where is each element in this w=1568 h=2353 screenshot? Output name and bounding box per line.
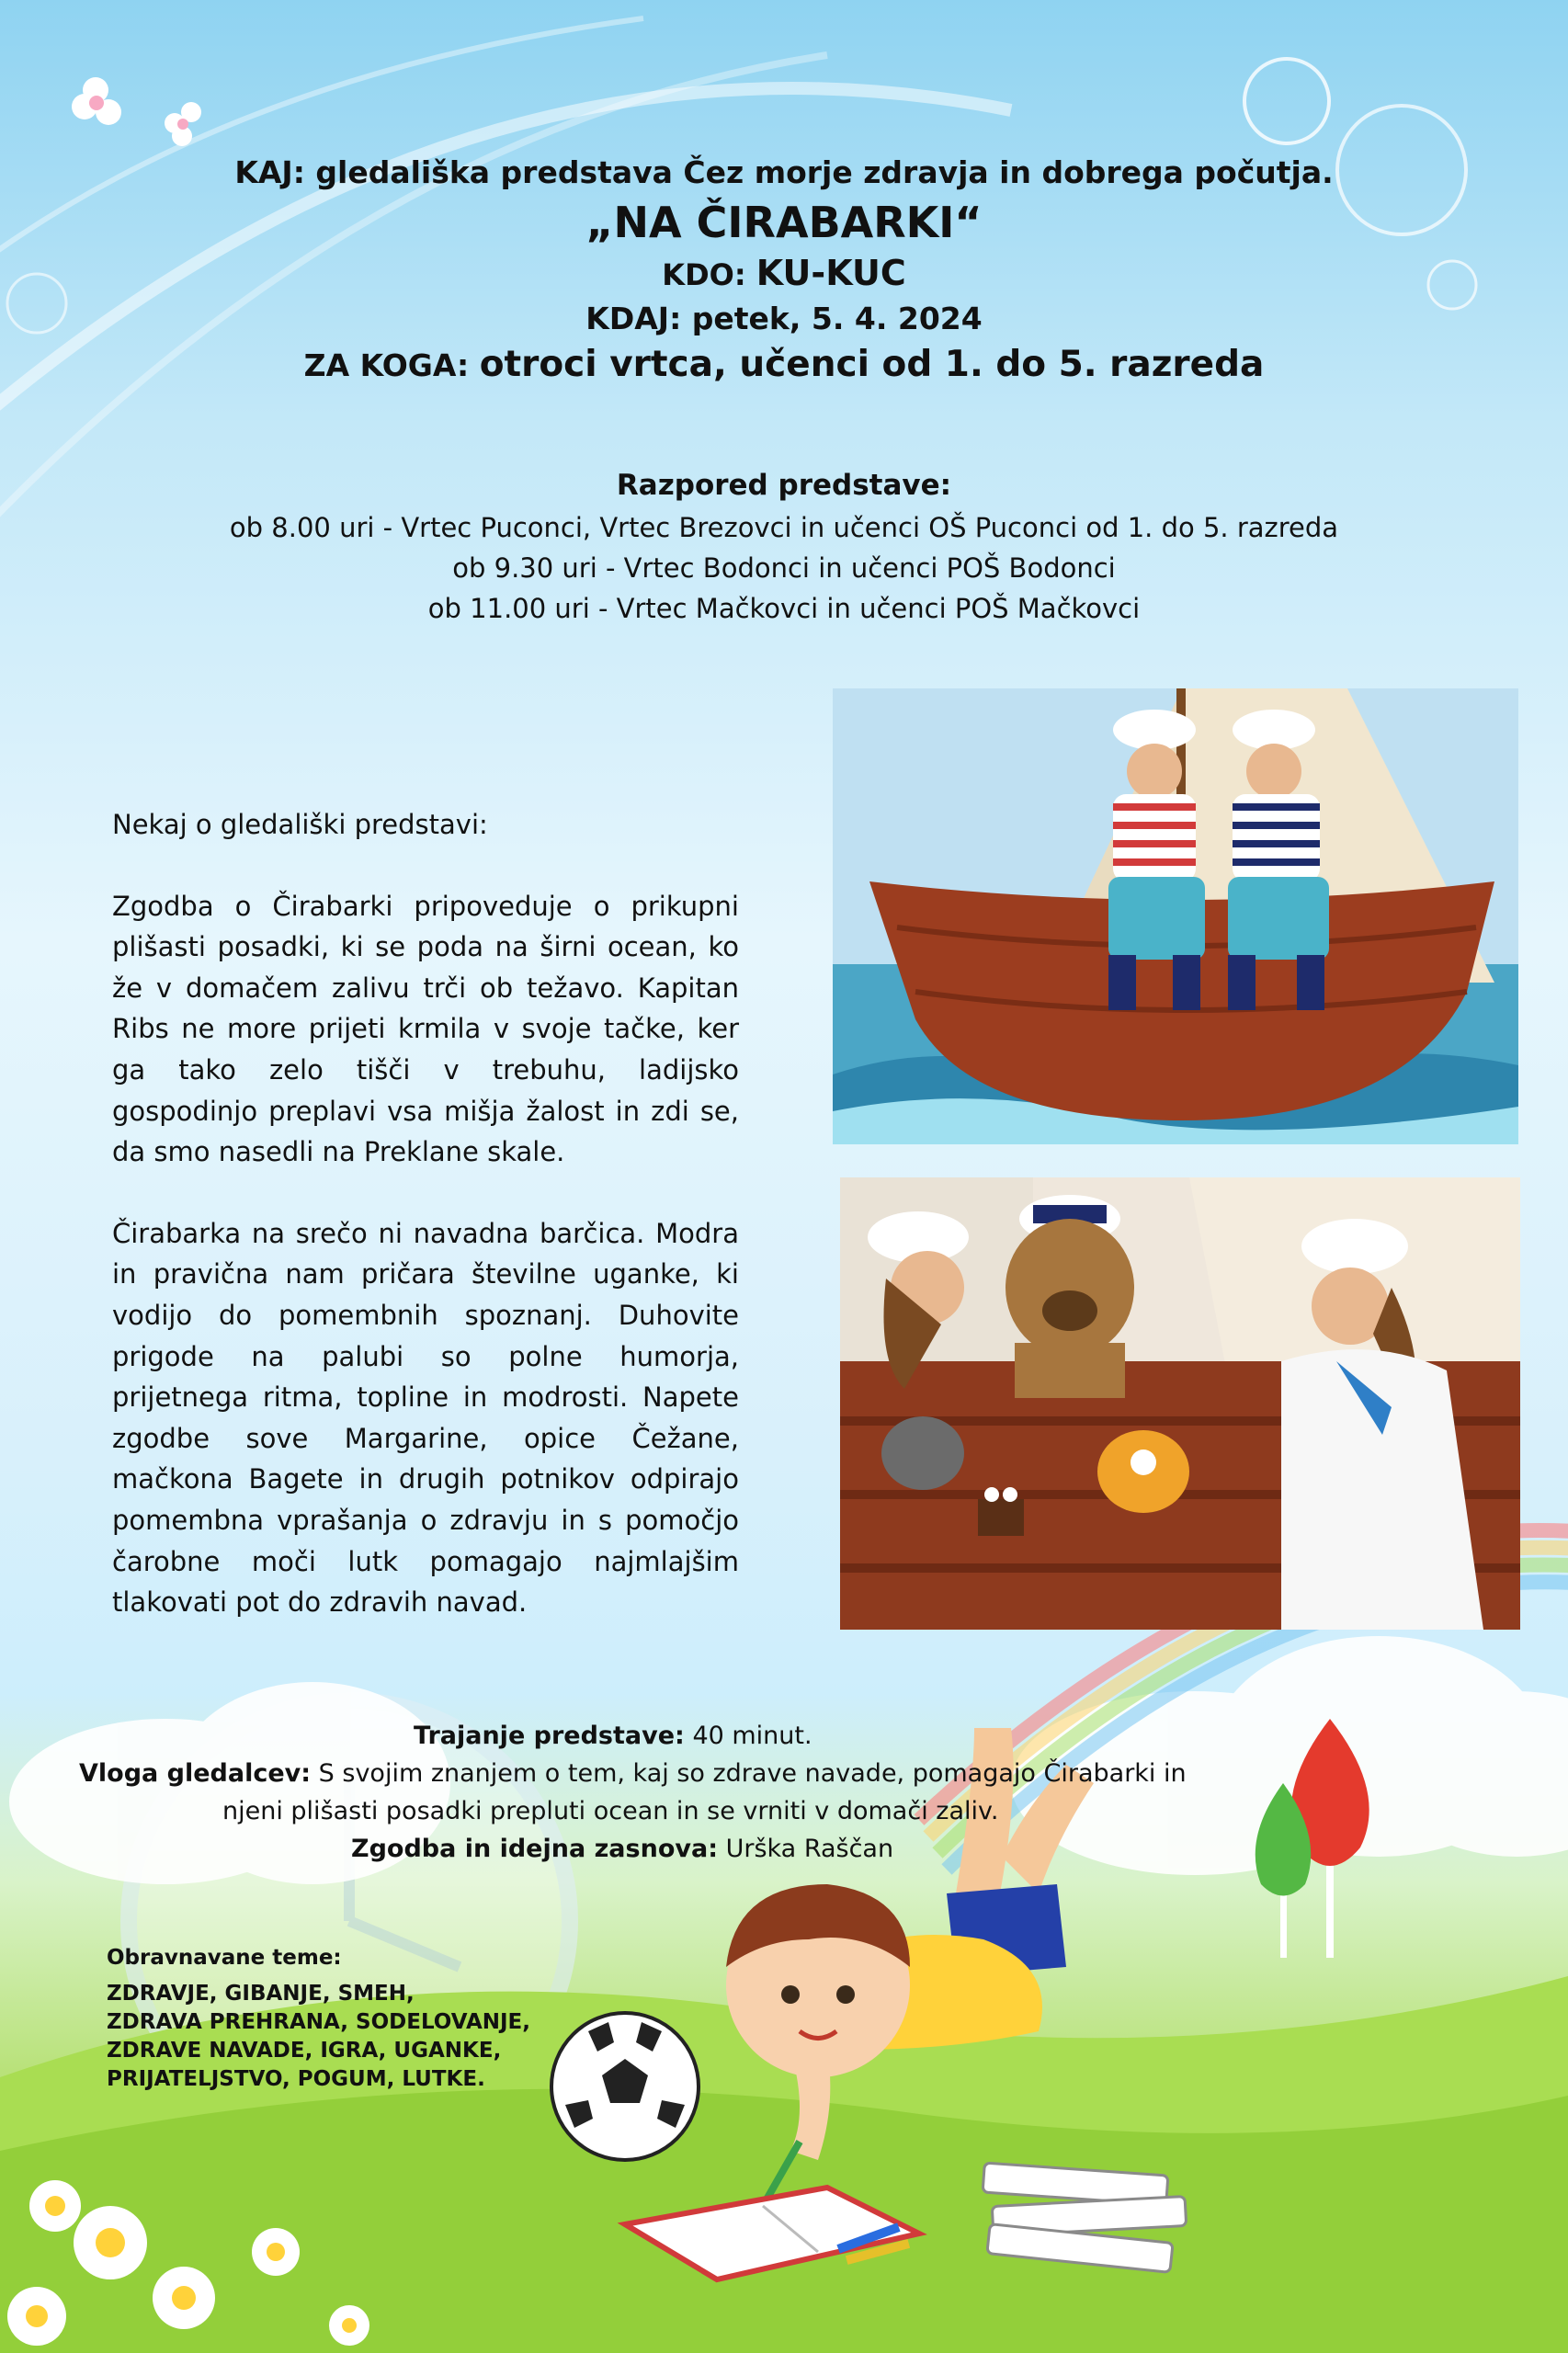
event-title: „NA ČIRABARKI“ <box>585 198 983 247</box>
football-icon <box>551 2013 699 2160</box>
about-paragraph: Zgodba o Čirabarki pripoveduje o prikupni plišasti posadki, ki se poda na širni ocean, ko že v domačem zalivu trči ob težavo. Kapitan Ribs ne more prijeti krmila v svoje tačke, ker ga tako zelo tišči v trebuhu, ladijsko gospodinjo preplavi vsa mišja žalost in zdi se, da smo nasedli na Preklane skale. <box>112 890 739 1168</box>
duration-line <box>414 1717 812 1755</box>
topics-line: ZDRAVJE, GIBANJE, SMEH, <box>107 1982 415 2006</box>
topics-line: ZDRAVA PREHRANA, SODELOVANJE, <box>107 2010 531 2034</box>
audience-value: otroci vrtca, učenci od 1. do 5. razreda <box>479 344 1265 385</box>
author-value: Urška Raščan <box>725 1835 894 1863</box>
about-heading: Nekaj o gledališki predstavi: <box>112 809 488 840</box>
author-label: Zgodba in idejna zasnova: <box>351 1835 718 1863</box>
schedule <box>0 469 1568 629</box>
photo-puppets <box>840 1177 1520 1630</box>
event-who <box>0 253 1568 293</box>
topics-section <box>107 1944 530 2094</box>
role-line <box>79 1755 1187 1792</box>
books-stack <box>983 2163 1187 2272</box>
schedule-row: ob 9.30 uri - Vrtec Bodonci in učenci POŠ Bodonci <box>452 552 1116 584</box>
flower-icon <box>72 77 201 146</box>
schedule-row: ob 11.00 uri - Vrtec Mačkovci in učenci POŠ Mačkovci <box>427 593 1141 624</box>
role-value: S svojim znanjem o tem, kaj so zdrave navade, pomagajo Čirabarki in <box>318 1759 1187 1788</box>
photo-boat-sailors <box>833 688 1518 1144</box>
role-label: Vloga gledalcev: <box>79 1759 312 1788</box>
event-when: KDAJ: petek, 5. 4. 2024 <box>585 301 983 336</box>
about-paragraph: Čirabarka na srečo ni navadna barčica. Modra in pravična nam pričara številne uganke, ki vodijo do pomembnih spoznanj. Duhovite prigode na palubi so polne humorja, prijetnega ritma, topline in modrosti. Napete zgodbe sove Margarine, opice Čežane, mačkona Bagete in drugih potnikov odpirajo pomembna vprašanja o zdravju in s pomočjo čarobne moči lutk pomagajo najmlajšim tlakovati pot do zdravih navad. <box>112 1217 739 1619</box>
topics-line: ZDRAVE NAVADE, IGRA, UGANKE, <box>107 2039 502 2063</box>
event-what: KAJ: gledališka predstava Čez morje zdravja in dobrega počutja. <box>234 154 1334 190</box>
who-label: KDO: <box>662 257 746 292</box>
header <box>0 154 1568 385</box>
who-value: KU-KUC <box>756 253 906 293</box>
schedule-heading: Razpored predstave: <box>616 469 952 502</box>
event-audience <box>0 344 1568 385</box>
duration-value: 40 minut. <box>692 1722 812 1750</box>
role-line-continued: njeni plišasti posadki prepluti ocean in se vrniti v domači zaliv. <box>222 1797 999 1825</box>
duration-label: Trajanje predstave: <box>414 1722 685 1750</box>
bubble <box>1244 59 1329 143</box>
topics-heading: Obravnavane teme: <box>107 1946 342 1970</box>
author-line <box>351 1830 893 1868</box>
topics-line: PRIJATELJSTVO, POGUM, LUTKE. <box>107 2067 485 2091</box>
about-section <box>112 804 739 1623</box>
schedule-row: ob 8.00 uri - Vrtec Puconci, Vrtec Brezovci in učenci OŠ Puconci od 1. do 5. razreda <box>229 512 1339 543</box>
audience-label: ZA KOGA: <box>303 347 470 383</box>
